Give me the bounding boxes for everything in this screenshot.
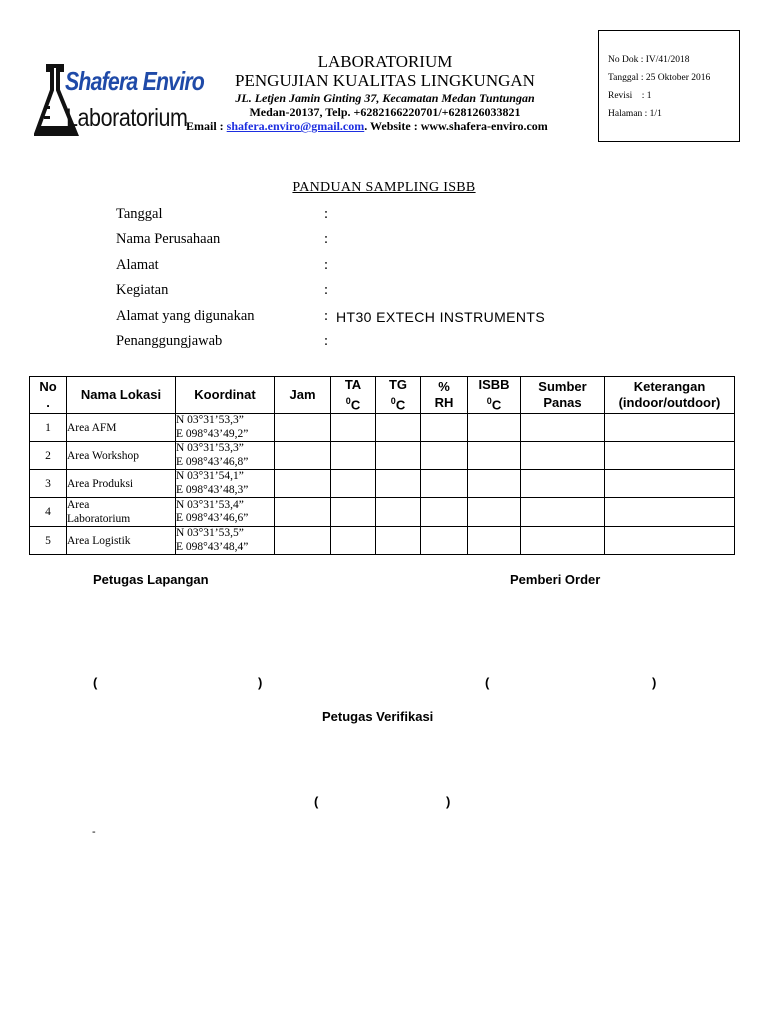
doc-date: Tanggal : 25 Oktober 2016 — [608, 73, 711, 83]
header-isbb: ISBB $^0$C — [468, 377, 521, 414]
field-label-kegiatan: Kegiatan — [116, 282, 169, 298]
header-tg: TG $^0$C — [376, 377, 421, 414]
cell-keterangan[interactable] — [605, 414, 735, 442]
cell-lokasi: Area Logistik — [67, 527, 176, 555]
cell-keterangan[interactable] — [605, 470, 735, 498]
cell-no: 2 — [30, 442, 67, 470]
header-keterangan: Keterangan (indoor/outdoor) — [605, 377, 735, 414]
cell-koordinat: N 03°31’53,5” E 098°43’48,4” — [176, 527, 275, 555]
doc-number: No Dok : IV/41/2018 — [608, 55, 690, 65]
cell-isbb[interactable] — [468, 498, 521, 527]
header-jam: Jam — [275, 377, 331, 414]
signature-open-paren: ( — [314, 794, 319, 809]
cell-rh[interactable] — [421, 527, 468, 555]
signature-close-paren: ) — [446, 794, 451, 809]
cell-rh[interactable] — [421, 470, 468, 498]
header-contact — [186, 119, 548, 134]
footer-dash: - — [92, 826, 96, 838]
signature-close-paren: ) — [652, 675, 657, 690]
cell-sumber-panas[interactable] — [521, 442, 605, 470]
doc-page: Halaman : 1/1 — [608, 109, 662, 119]
cell-isbb[interactable] — [468, 527, 521, 555]
signature-open-paren: ( — [485, 675, 490, 690]
doc-info-box — [598, 30, 740, 142]
cell-ta[interactable] — [331, 442, 376, 470]
cell-ta[interactable] — [331, 414, 376, 442]
signature-close-paren: ) — [258, 675, 263, 690]
field-label-alamat-digunakan: Alamat yang digunakan — [116, 308, 255, 324]
field-colon: : — [324, 257, 329, 273]
cell-koordinat: N 03°31’53,4” E 098°43’46,6” — [176, 498, 275, 527]
header-subtitle: PENGUJIAN KUALITAS LINGKUNGAN — [235, 71, 535, 90]
cell-ta[interactable] — [331, 498, 376, 527]
cell-isbb[interactable] — [468, 470, 521, 498]
cell-sumber-panas[interactable] — [521, 470, 605, 498]
header-rh: % RH — [421, 377, 468, 414]
cell-tg[interactable] — [376, 470, 421, 498]
cell-lokasi: Area Produksi — [67, 470, 176, 498]
cell-tg[interactable] — [376, 414, 421, 442]
cell-lokasi: Area AFM — [67, 414, 176, 442]
table-row — [30, 527, 735, 555]
field-colon: : — [324, 282, 329, 298]
document-title: PANDUAN SAMPLING ISBB — [292, 180, 476, 195]
cell-rh[interactable] — [421, 442, 468, 470]
logo-brand-name: Shafera Enviro — [65, 66, 205, 96]
cell-jam[interactable] — [275, 442, 331, 470]
cell-no: 4 — [30, 498, 67, 527]
cell-rh[interactable] — [421, 414, 468, 442]
cell-isbb[interactable] — [468, 442, 521, 470]
cell-sumber-panas[interactable] — [521, 527, 605, 555]
cell-jam[interactable] — [275, 498, 331, 527]
doc-revision: Revisi : 1 — [608, 91, 652, 101]
signature-open-paren: ( — [93, 675, 98, 690]
cell-isbb[interactable] — [468, 414, 521, 442]
table-header-row — [30, 377, 735, 414]
cell-keterangan[interactable] — [605, 527, 735, 555]
logo-brand-subtitle: Laboratorium — [66, 104, 188, 132]
cell-ta[interactable] — [331, 470, 376, 498]
cell-keterangan[interactable] — [605, 442, 735, 470]
cell-jam[interactable] — [275, 414, 331, 442]
cell-no: 5 — [30, 527, 67, 555]
field-colon: : — [324, 308, 329, 324]
cell-lokasi: Area Laboratorium — [67, 498, 176, 527]
table-row — [30, 470, 735, 498]
table-row — [30, 442, 735, 470]
signature-label-petugas-lapangan: Petugas Lapangan — [93, 572, 209, 587]
cell-rh[interactable] — [421, 498, 468, 527]
website-text: . Website : www.shafera-enviro.com — [364, 119, 548, 133]
email-label: Email : — [186, 119, 227, 133]
header-nama-lokasi: Nama Lokasi — [67, 377, 176, 414]
cell-koordinat: N 03°31’53,3” E 098°43’46,8” — [176, 442, 275, 470]
signature-label-pemberi-order: Pemberi Order — [510, 572, 601, 587]
header-sumber-panas: Sumber Panas — [521, 377, 605, 414]
cell-koordinat: N 03°31’53,3” E 098°43’49,2” — [176, 414, 275, 442]
cell-tg[interactable] — [376, 442, 421, 470]
signature-label-petugas-verifikasi: Petugas Verifikasi — [322, 709, 434, 724]
field-label-penanggungjawab: Penanggungjawab — [116, 333, 223, 349]
field-label-nama-perusahaan: Nama Perusahaan — [116, 231, 221, 247]
field-colon: : — [324, 231, 329, 247]
cell-jam[interactable] — [275, 527, 331, 555]
cell-tg[interactable] — [376, 498, 421, 527]
cell-no: 1 — [30, 414, 67, 442]
table-row — [30, 498, 735, 527]
field-label-alamat: Alamat — [116, 257, 159, 273]
table-row — [30, 414, 735, 442]
header-no: No . — [30, 377, 67, 414]
cell-tg[interactable] — [376, 527, 421, 555]
cell-no: 3 — [30, 470, 67, 498]
cell-koordinat: N 03°31’54,1” E 098°43’48,3” — [176, 470, 275, 498]
field-label-tanggal: Tanggal — [116, 206, 163, 222]
cell-lokasi: Area Workshop — [67, 442, 176, 470]
field-value-alamat-digunakan: HT30 EXTECH INSTRUMENTS — [336, 309, 546, 325]
email-link[interactable]: shafera.enviro@gmail.com — [226, 119, 365, 133]
cell-sumber-panas[interactable] — [521, 414, 605, 442]
header-address-line2: Medan-20137, Telp. +6282166220701/+628126033821 — [249, 105, 521, 119]
sampling-table — [29, 376, 735, 555]
cell-jam[interactable] — [275, 470, 331, 498]
cell-keterangan[interactable] — [605, 498, 735, 527]
field-colon: : — [324, 333, 329, 349]
header-address-line1: JL. Letjen Jamin Ginting 37, Kecamatan Medan Tuntungan — [235, 91, 535, 105]
cell-ta[interactable] — [331, 527, 376, 555]
header-title: LABORATORIUM — [317, 52, 453, 71]
field-colon: : — [324, 206, 329, 222]
header-ta: TA $^0$C — [331, 377, 376, 414]
header-koordinat: Koordinat — [176, 377, 275, 414]
cell-sumber-panas[interactable] — [521, 498, 605, 527]
